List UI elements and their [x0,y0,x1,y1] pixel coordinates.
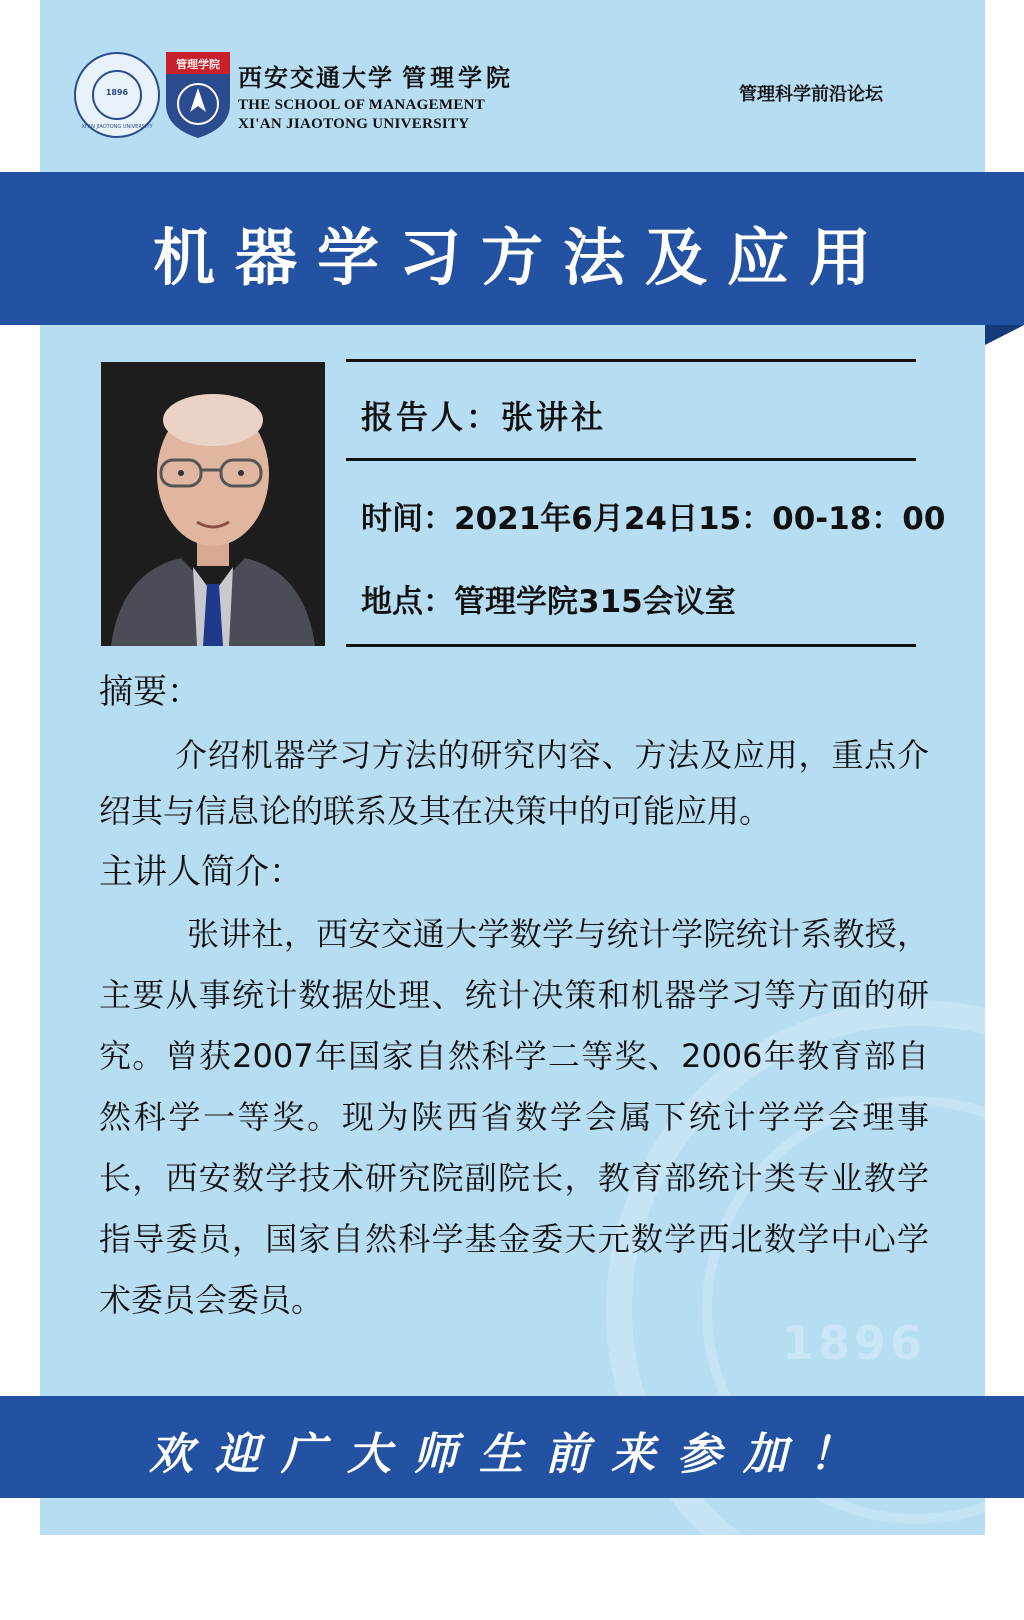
watermark-year: 1896 [782,1316,927,1370]
shield-label: 管理学院 [176,58,220,71]
welcome-message: 欢迎广大师生前来参加！ [149,1429,875,1480]
school-name-cn [238,58,514,93]
divider-bottom [346,644,916,647]
abstract-heading: 摘要： [99,672,201,712]
poster-title: 机器学习方法及应用 [152,221,891,294]
divider-middle [346,458,916,461]
speaker-line: 报告人：张讲社 [361,398,607,436]
bio-heading: 主讲人简介： [99,852,303,892]
time-line: 时间：2021年6月24日15：00-18：00 [361,501,946,537]
divider-top [346,359,916,362]
title-band-fold [985,325,1024,345]
forum-name: 管理科学前沿论坛 [739,84,883,105]
bio-text: 张讲社，西安交通大学数学与统计学院统计系教授，主要从事统计数据处理、统计决策和机器学习等方面的研究。曾获2007年国家自然科学二等奖、2006年教育部自然科学一等奖。现为陕西省数学会属下统计学学会理事长，西安数学技术研究院副院长，教育部统计类专业教学指导委员，国家自然科学基金委天元数学西北数学中心学术委员会委员。 [99,915,929,1319]
abstract-text: 介绍机器学习方法的研究内容、方法及应用，重点介绍其与信息论的联系及其在决策中的可能应用。 [99,736,929,830]
school-name-en-line2: XI'AN JIAOTONG UNIVERSITY [238,116,470,132]
school-name-en-line1: THE SCHOOL OF MANAGEMENT [238,97,486,113]
school-shield-logo [164,52,232,140]
school-name-calligraphy: 西安交通大学 [238,63,394,92]
university-seal-logo [74,52,160,138]
school-name-mgmt: 管理学院 [402,64,514,92]
place-line: 地点：管理学院315会议室 [361,584,736,620]
seal-ring-text: XI'AN JIAOTONG UNIVERSITY [81,124,153,130]
seal-year: 1896 [105,88,129,97]
speaker-photo [101,362,325,646]
